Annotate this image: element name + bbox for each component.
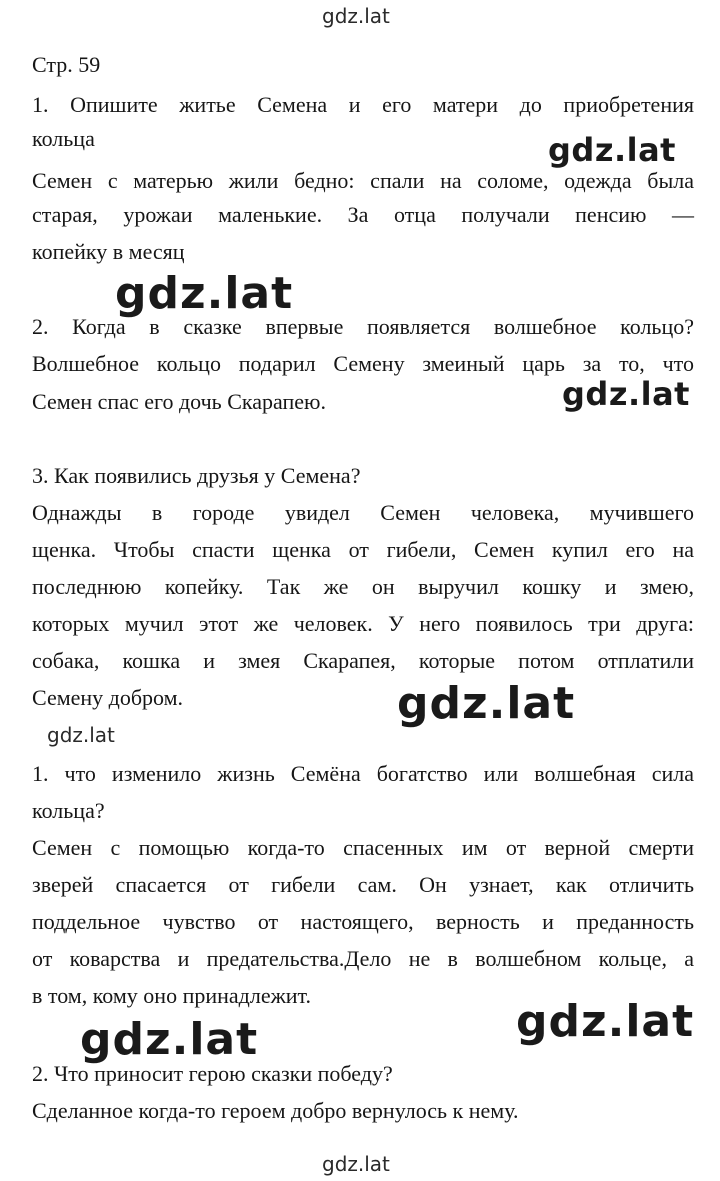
watermark-2: gdz.lat: [115, 268, 294, 319]
watermark-3: gdz.lat: [562, 375, 690, 413]
answer-4-line-1: Семен с помощью когда-то спасенных им от верной смерти: [32, 835, 694, 860]
answer-3-line-5: собака, кошка и змея Скарапея, которые потом отплатили: [32, 648, 694, 673]
watermark-top: gdz.lat: [322, 4, 390, 28]
question-3-line-1: 3. Как появились друзья у Семена?: [32, 463, 361, 488]
question-1-line-2: кольца: [32, 126, 95, 151]
watermark-4: gdz.lat: [397, 678, 576, 729]
question-4-line-1: 1. что изменило жизнь Семёна богатство или волшебная сила: [32, 761, 694, 786]
question-4-line-2: кольца?: [32, 798, 105, 823]
watermark-5: gdz.lat: [47, 723, 115, 747]
answer-4-line-4: от коварства и предательства.Дело не в волшебном кольце, а: [32, 946, 694, 971]
answer-2-line-2: Семен спас его дочь Скарапею.: [32, 389, 326, 414]
answer-2-line-1: Волшебное кольцо подарил Семену змеиный царь за то, что: [32, 351, 694, 376]
question-1-line-1: 1. Опишите житье Семена и его матери до приобретения: [32, 92, 694, 117]
answer-5-line-1: Сделанное когда-то героем добро вернулось к нему.: [32, 1098, 519, 1123]
answer-3-line-2: щенка. Чтобы спасти щенка от гибели, Семен купил его на: [32, 537, 694, 562]
question-2-line-1: 2. Когда в сказке впервые появляется волшебное кольцо?: [32, 314, 694, 339]
answer-4-line-2: зверей спасается от гибели сам. Он узнает, как отличить: [32, 872, 694, 897]
answer-1-line-3: копейку в месяц: [32, 239, 185, 264]
watermark-bottom: gdz.lat: [322, 1152, 390, 1176]
answer-1-line-2: старая, урожаи маленькие. За отца получали пенсию —: [32, 202, 694, 227]
watermark-1: gdz.lat: [548, 131, 676, 169]
answer-4-line-3: поддельное чувство от настоящего, верность и преданность: [32, 909, 694, 934]
watermark-6: gdz.lat: [80, 1014, 259, 1065]
answer-3-line-6: Семену добром.: [32, 685, 184, 710]
answer-4-line-5: в том, кому оно принадлежит.: [32, 983, 312, 1008]
answer-3-line-1: Однажды в городе увидел Семен человека, мучившего: [32, 500, 694, 525]
question-5-line-1: 2. Что приносит герою сказки победу?: [32, 1061, 393, 1086]
page-label: Стр. 59: [32, 52, 101, 77]
watermark-7: gdz.lat: [516, 996, 695, 1047]
answer-1-line-1: Семен с матерью жили бедно: спали на соломе, одежда была: [32, 168, 694, 193]
answer-3-line-4: которых мучил этот же человек. У него появилось три друга:: [32, 611, 694, 636]
answer-3-line-3: последнюю копейку. Так же он выручил кошку и змею,: [32, 574, 694, 599]
